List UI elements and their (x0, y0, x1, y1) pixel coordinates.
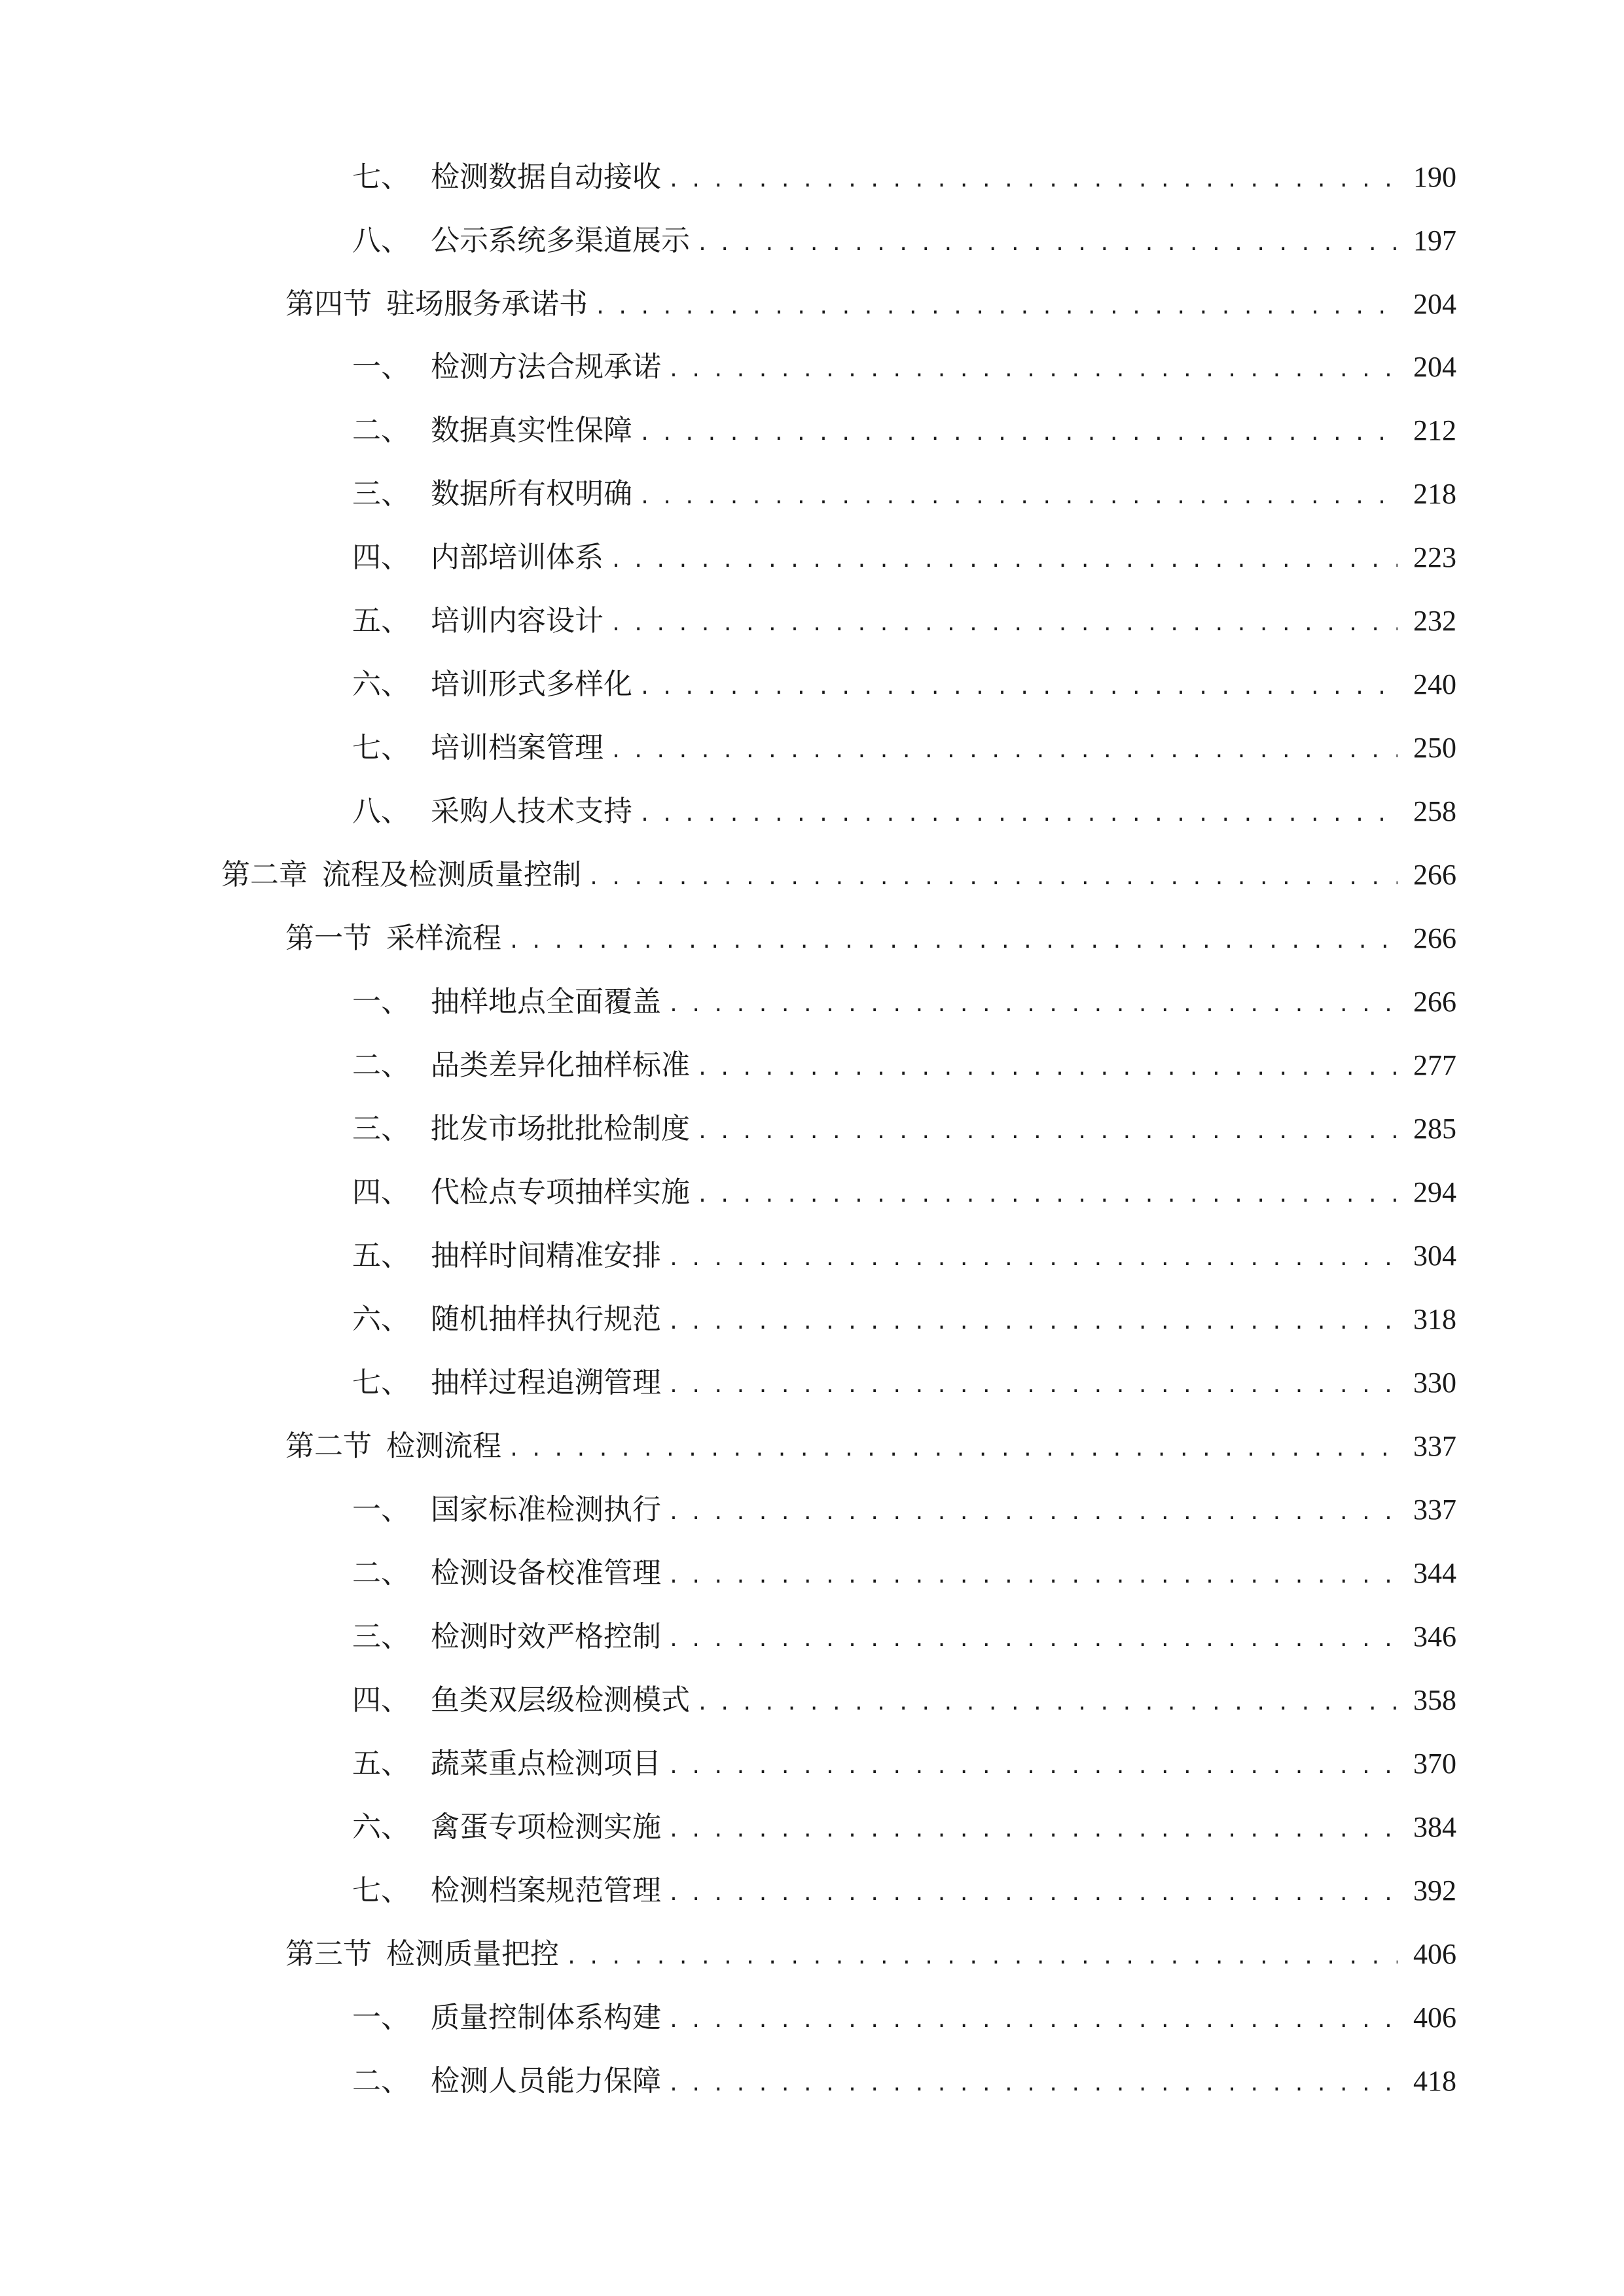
toc-entry-title: 培训内容设计 (431, 604, 604, 637)
dot-leader (696, 221, 1398, 267)
toc-entry-title: 抽样时间精准安排 (431, 1239, 661, 1272)
toc-entry[interactable] (352, 2058, 1456, 2104)
toc-entry-title: 品类差异化抽样标准 (431, 1049, 690, 1082)
toc-entry-number: 第一节 (285, 922, 372, 955)
toc-entry[interactable] (285, 1931, 1456, 1977)
toc-entry-number: 五、 (352, 1747, 410, 1780)
toc-entry-number: 六、 (352, 1810, 410, 1844)
toc-entry-title: 代检点专项抽样实施 (431, 1175, 690, 1209)
toc-entry-page: 346 (1413, 1621, 1456, 1653)
toc-entry-number: 七、 (352, 160, 410, 194)
toc-entry-page: 406 (1413, 2001, 1456, 2034)
dot-leader (668, 348, 1398, 393)
toc-entry-page: 197 (1413, 224, 1456, 257)
toc-entry-title: 培训形式多样化 (431, 668, 632, 701)
toc-entry-title: 检测档案规范管理 (431, 1874, 661, 1907)
toc-entry-number: 四、 (352, 1683, 410, 1717)
toc-entry-page: 384 (1413, 1811, 1456, 1843)
toc-entry-number: 第二节 (285, 1429, 372, 1463)
toc-entry-number: 七、 (352, 731, 410, 764)
dot-leader (668, 1808, 1398, 1854)
toc-entry[interactable] (352, 344, 1456, 390)
toc-entry-number: 六、 (352, 668, 410, 701)
toc-entry-title: 随机抽样执行规范 (431, 1302, 661, 1336)
toc-entry-page: 418 (1413, 2065, 1456, 2097)
toc-entry[interactable] (352, 218, 1456, 264)
toc-entry[interactable] (352, 979, 1456, 1025)
toc-entry-title: 数据所有权明确 (431, 477, 632, 511)
dot-leader (508, 1427, 1398, 1473)
toc-entry-page: 337 (1413, 1430, 1456, 1462)
toc-entry[interactable] (352, 789, 1456, 834)
toc-entry-title: 驻场服务承诺书 (386, 287, 588, 321)
toc-entry-number: 第四节 (285, 287, 372, 321)
toc-entry-number: 一、 (352, 1493, 410, 1526)
toc-entry-page: 294 (1413, 1176, 1456, 1208)
dot-leader (639, 665, 1398, 711)
toc-entry-page: 218 (1413, 478, 1456, 510)
toc-entry[interactable] (352, 662, 1456, 708)
toc-entry-title: 公示系统多渠道展示 (431, 224, 690, 257)
toc-entry-title: 检测质量把控 (386, 1937, 559, 1971)
toc-entry[interactable] (352, 1677, 1456, 1723)
toc-entry-title: 流程及检测质量控制 (322, 858, 581, 891)
dot-leader (668, 1236, 1398, 1282)
dot-leader (668, 158, 1398, 204)
dot-leader (668, 1871, 1398, 1917)
toc-entry-number: 七、 (352, 1874, 410, 1907)
toc-entry-number: 一、 (352, 350, 410, 384)
toc-entry-number: 第二章 (221, 858, 308, 891)
toc-entry-title: 检测时效严格控制 (431, 1620, 661, 1653)
toc-entry-page: 370 (1413, 1748, 1456, 1780)
toc-entry[interactable] (352, 1487, 1456, 1533)
toc-entry-number: 三、 (352, 1112, 410, 1145)
toc-entry-title: 质量控制体系构建 (431, 2001, 661, 2034)
dot-leader (668, 1363, 1398, 1409)
toc-entry[interactable] (352, 1551, 1456, 1596)
toc-entry-page: 204 (1413, 288, 1456, 320)
toc-entry-number: 七、 (352, 1366, 410, 1399)
toc-entry-page: 344 (1413, 1557, 1456, 1589)
toc-entry-number: 五、 (352, 604, 410, 637)
toc-entry[interactable] (352, 1741, 1456, 1787)
toc-entry-number: 四、 (352, 1175, 410, 1209)
dot-leader (668, 1998, 1398, 2044)
toc-entry[interactable] (352, 1804, 1456, 1850)
toc-entry-title: 检测方法合规承诺 (431, 350, 661, 384)
toc-entry[interactable] (352, 1995, 1456, 2041)
toc-entry-number: 五、 (352, 1239, 410, 1272)
dot-leader (668, 1744, 1398, 1790)
toc-entry[interactable] (352, 1297, 1456, 1342)
toc-entry-page: 318 (1413, 1303, 1456, 1335)
dot-leader (696, 1046, 1398, 1092)
toc-entry-title: 批发市场批批检制度 (431, 1112, 690, 1145)
toc-entry-page: 337 (1413, 1494, 1456, 1526)
dot-leader (696, 1109, 1398, 1155)
dot-leader (588, 855, 1398, 901)
dot-leader (508, 919, 1398, 965)
toc-entry-number: 二、 (352, 2064, 410, 2098)
toc-entry-number: 二、 (352, 414, 410, 447)
dot-leader (668, 1300, 1398, 1346)
toc-entry-title: 培训档案管理 (431, 731, 604, 764)
dot-leader (610, 728, 1398, 774)
toc-entry-page: 266 (1413, 922, 1456, 954)
toc-entry-number: 八、 (352, 795, 410, 828)
toc-entry[interactable] (352, 1106, 1456, 1152)
toc-entry-title: 抽样过程追溯管理 (431, 1366, 661, 1399)
toc-entry-title: 国家标准检测执行 (431, 1493, 661, 1526)
dot-leader (566, 1935, 1398, 1981)
toc-entry[interactable] (285, 916, 1456, 961)
dot-leader (610, 538, 1398, 584)
toc-entry-number: 三、 (352, 1620, 410, 1653)
toc-entry[interactable] (352, 725, 1456, 771)
toc-entry-title: 检测人员能力保障 (431, 2064, 661, 2098)
dot-leader (668, 1554, 1398, 1600)
toc-entry-title: 检测数据自动接收 (431, 160, 661, 194)
dot-leader (668, 1617, 1398, 1663)
toc-entry[interactable] (352, 408, 1456, 454)
dot-leader (696, 1681, 1398, 1727)
toc-entry-title: 检测流程 (386, 1429, 501, 1463)
dot-leader (639, 411, 1398, 457)
toc-entry-page: 266 (1413, 986, 1456, 1018)
toc-entry-page: 232 (1413, 605, 1456, 637)
toc-entry-number: 二、 (352, 1049, 410, 1082)
toc-entry-page: 277 (1413, 1049, 1456, 1081)
toc-entry[interactable] (352, 471, 1456, 517)
toc-entry[interactable] (285, 281, 1456, 327)
toc-entry-page: 285 (1413, 1113, 1456, 1145)
toc-entry-page: 212 (1413, 414, 1456, 446)
dot-leader (639, 475, 1398, 520)
toc-entry-title: 禽蛋专项检测实施 (431, 1810, 661, 1844)
toc-entry-page: 190 (1413, 161, 1456, 193)
toc-entry-number: 一、 (352, 985, 410, 1018)
toc-entry-title: 检测设备校准管理 (431, 1556, 661, 1590)
dot-leader (639, 792, 1398, 838)
toc-entry-title: 内部培训体系 (431, 541, 604, 574)
toc-entry[interactable] (285, 1424, 1456, 1469)
toc-entry-page: 406 (1413, 1938, 1456, 1970)
dot-leader (594, 285, 1398, 331)
toc-entry-page: 266 (1413, 859, 1456, 891)
toc-entry-title: 采购人技术支持 (431, 795, 632, 828)
toc-entry-page: 204 (1413, 351, 1456, 383)
dot-leader (610, 601, 1398, 647)
toc-entry[interactable] (221, 852, 1456, 898)
dot-leader (668, 2062, 1398, 2108)
toc-entry[interactable] (352, 1614, 1456, 1660)
toc-entry-number: 三、 (352, 477, 410, 511)
dot-leader (668, 982, 1398, 1028)
toc-entry-title: 采样流程 (386, 922, 501, 955)
toc-entry[interactable] (352, 1868, 1456, 1914)
toc-entry-number: 第三节 (285, 1937, 372, 1971)
toc-entry-title: 鱼类双层级检测模式 (431, 1683, 690, 1717)
toc-entry[interactable] (352, 1170, 1456, 1215)
toc-entry-page: 330 (1413, 1367, 1456, 1399)
toc-entry-number: 一、 (352, 2001, 410, 2034)
toc-entry[interactable] (352, 154, 1456, 200)
toc-entry-page: 258 (1413, 795, 1456, 827)
toc-entry-page: 358 (1413, 1684, 1456, 1716)
toc-entry-page: 304 (1413, 1240, 1456, 1272)
dot-leader (668, 1490, 1398, 1536)
toc-entry[interactable] (352, 598, 1456, 644)
toc-entry-title: 蔬菜重点检测项目 (431, 1747, 661, 1780)
toc-entry-number: 六、 (352, 1302, 410, 1336)
toc-entry-number: 二、 (352, 1556, 410, 1590)
toc-entry-title: 抽样地点全面覆盖 (431, 985, 661, 1018)
toc-entry-page: 392 (1413, 1874, 1456, 1907)
toc-entry[interactable] (352, 1233, 1456, 1279)
dot-leader (696, 1173, 1398, 1219)
toc-entry-number: 八、 (352, 224, 410, 257)
toc-entry-page: 240 (1413, 668, 1456, 700)
toc-entry-page: 223 (1413, 541, 1456, 573)
toc-entry-title: 数据真实性保障 (431, 414, 632, 447)
toc-entry[interactable] (352, 535, 1456, 581)
toc-entry-page: 250 (1413, 732, 1456, 764)
toc-entry[interactable] (352, 1360, 1456, 1406)
toc-entry-number: 四、 (352, 541, 410, 574)
toc-entry[interactable] (352, 1043, 1456, 1088)
